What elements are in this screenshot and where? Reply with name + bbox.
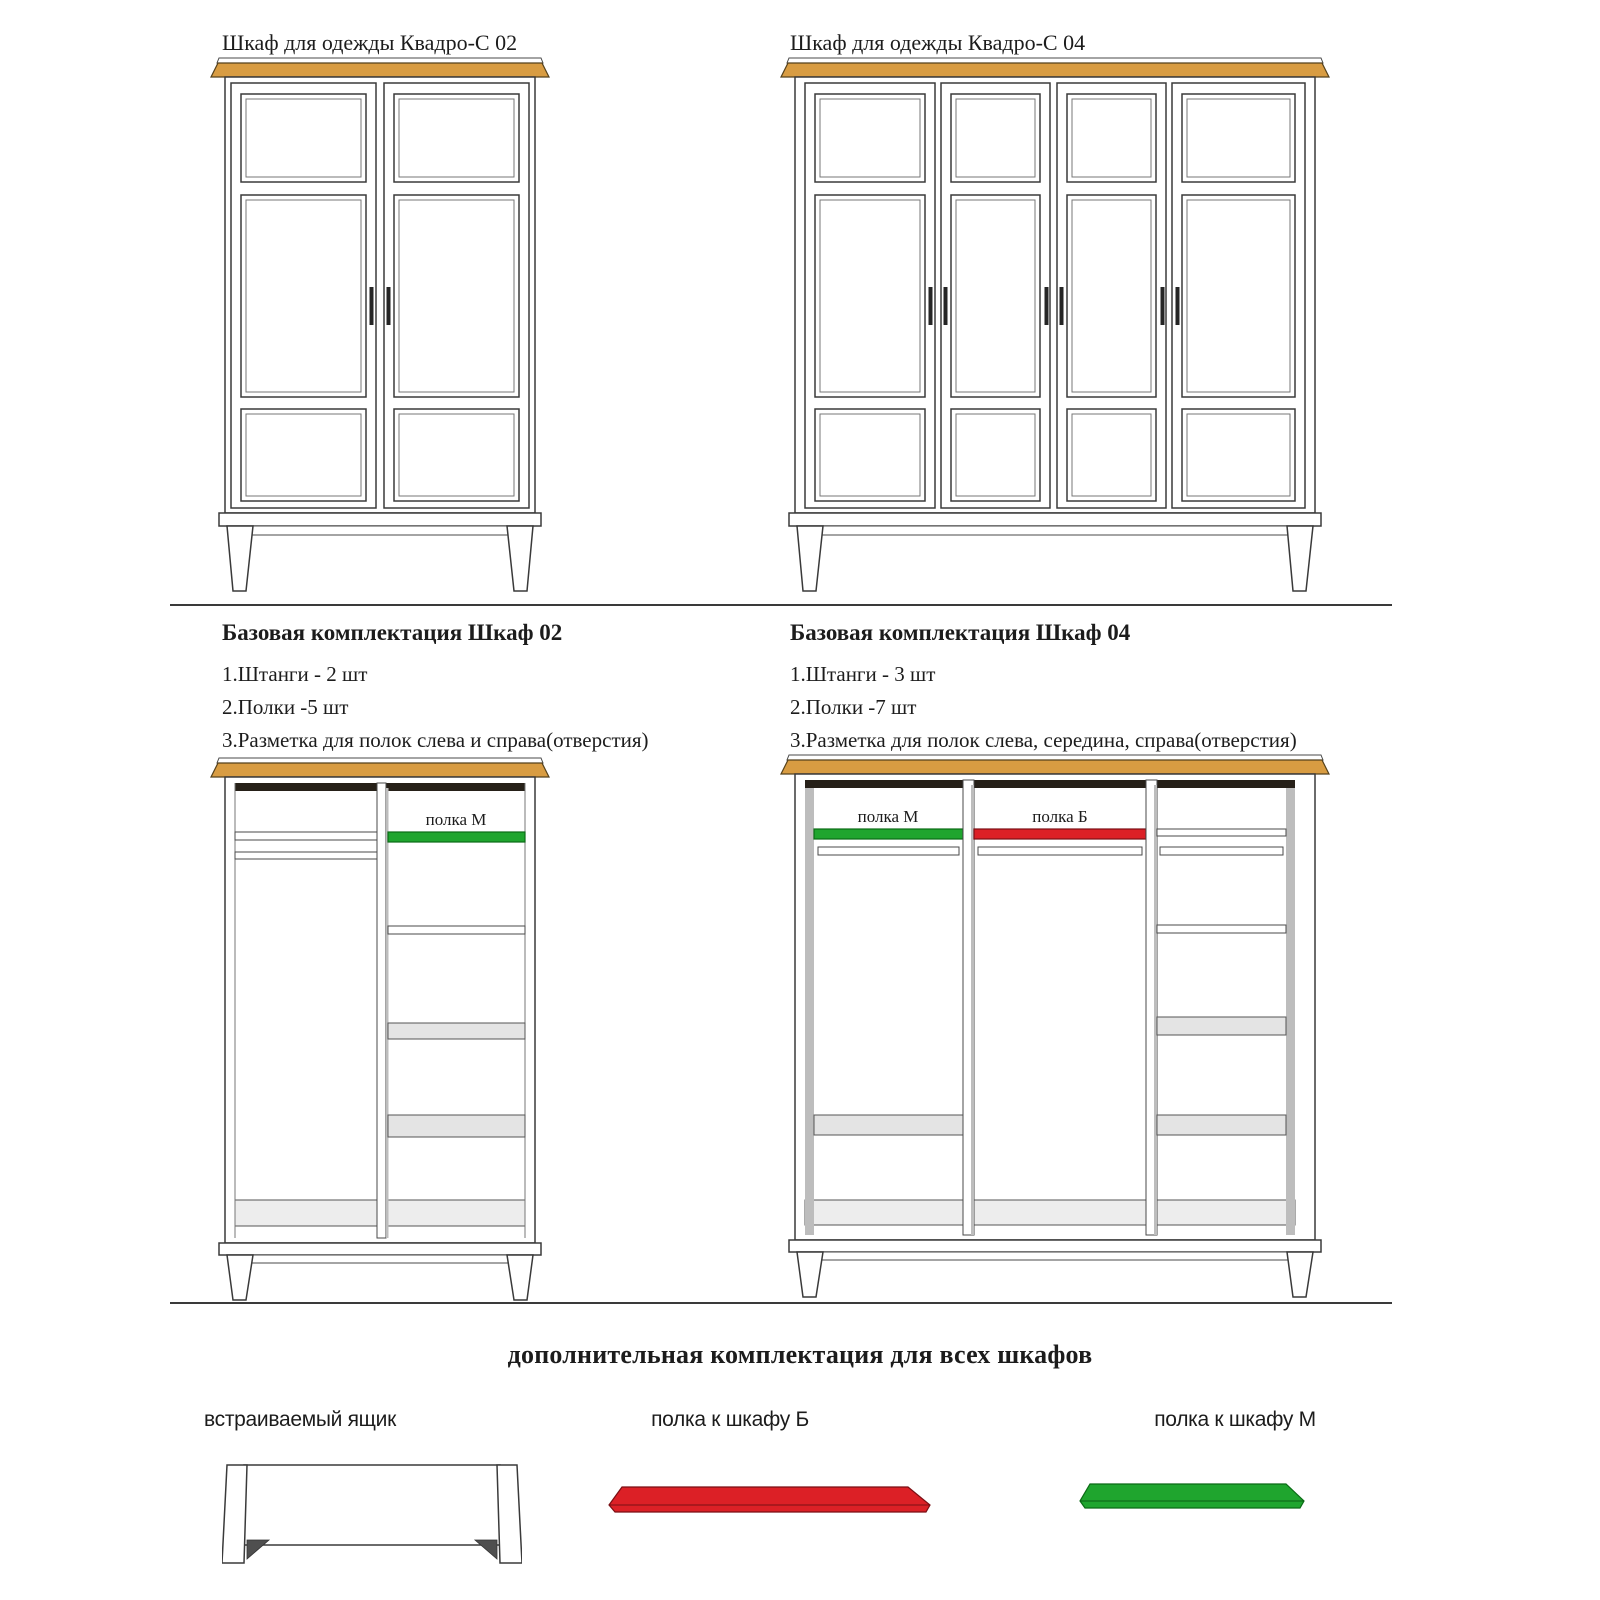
config-04-item-3: 3.Разметка для полок слева, середина, справа(отверстия): [790, 728, 1297, 752]
config-04-item-1: 1.Штанги - 3 шт: [790, 662, 936, 686]
top-shadow: [805, 780, 1295, 788]
wardrobe-04-front-view: [775, 50, 1335, 605]
shelf-b-label: полка Б: [1032, 807, 1088, 826]
config-04-list: [790, 658, 1297, 757]
door-handle: [929, 287, 933, 325]
leg-right: [1287, 526, 1313, 591]
wardrobe-04-drawing: [775, 50, 1335, 605]
hanging-rod: [978, 847, 1142, 855]
green-shelf-m: [388, 832, 525, 842]
drawer-body: [244, 1465, 500, 1545]
shelf-b-label: полка к шкафу Б: [651, 1408, 809, 1431]
shelf-m-label: полка к шкафу М: [1154, 1408, 1316, 1431]
wardrobe-02-title: Шкаф для одежды Квадро-С 02: [222, 30, 518, 55]
base-rail: [239, 526, 521, 535]
bottom-panel: [805, 1200, 1295, 1225]
base-rail: [809, 1252, 1301, 1260]
red-shelf-b: [606, 1484, 938, 1516]
shelf: [235, 832, 377, 840]
leg-left: [227, 526, 253, 591]
drawer-foot-left: [247, 1540, 269, 1559]
config-02-list: [222, 658, 649, 757]
wood-cornice: [211, 763, 549, 777]
leg-left: [797, 1252, 823, 1297]
shelf-m-drawing: [1078, 1481, 1308, 1513]
plinth: [789, 513, 1321, 526]
shelf: [1157, 1115, 1286, 1135]
door-handle: [1176, 287, 1180, 325]
wardrobe-02-interior-view: [205, 748, 555, 1308]
config-04-item-2: 2.Полки -7 шт: [790, 695, 917, 719]
section-divider: [170, 604, 1392, 606]
green-shelf-shape: [1080, 1484, 1304, 1508]
plinth: [219, 513, 541, 526]
door-handle-left: [370, 287, 374, 325]
cornice-top-edge: [787, 58, 1323, 63]
drawer-label: встраиваемый ящик: [204, 1408, 396, 1431]
plinth: [219, 1243, 541, 1255]
config-04-heading: Базовая комплектация Шкаф 04: [790, 620, 1131, 645]
divider: [377, 783, 389, 1238]
leg-right: [507, 526, 533, 591]
green-shelf-m: [814, 829, 963, 839]
config-02-heading: Базовая комплектация Шкаф 02: [222, 620, 563, 645]
wardrobe-04-interior-drawing: [775, 745, 1335, 1305]
hanging-rod: [235, 852, 377, 859]
leg-right: [1287, 1252, 1313, 1297]
wardrobe-body: [795, 77, 1315, 513]
red-shelf-shape: [609, 1487, 930, 1512]
hanging-rod: [818, 847, 959, 855]
drawer-side-right: [497, 1465, 522, 1563]
red-shelf-b: [974, 829, 1146, 839]
shelf: [814, 1115, 963, 1135]
door-handle: [1060, 287, 1064, 325]
wood-cornice: [781, 760, 1329, 774]
shelf-m-label: полка М: [425, 810, 487, 829]
wardrobe-02-drawing: [205, 50, 555, 605]
plinth: [789, 1240, 1321, 1252]
drawer-foot-right: [475, 1540, 497, 1559]
shelf: [388, 1023, 525, 1039]
built-in-drawer: [222, 1460, 522, 1570]
carcass: [795, 774, 1315, 1240]
divider: [1146, 780, 1157, 1235]
shelf: [1157, 925, 1286, 933]
extra-section-heading: дополнительная комплектация для всех шкафов: [507, 1340, 1093, 1369]
door-handle: [944, 287, 948, 325]
leg-right: [507, 1255, 533, 1300]
green-shelf-m: [1078, 1481, 1308, 1513]
shelf: [388, 926, 525, 934]
wardrobe-02-front-view: [205, 50, 555, 605]
shelf-m-label: полка М: [857, 807, 919, 826]
drawer-drawing: [222, 1460, 522, 1570]
left-wall-shade: [805, 788, 814, 1235]
drawer-side-left: [222, 1465, 247, 1563]
wood-cornice: [211, 63, 549, 77]
divider: [963, 780, 974, 1235]
cornice-top-edge: [787, 755, 1323, 760]
wardrobe-body: [225, 77, 535, 513]
base-rail: [239, 1255, 521, 1263]
base-rail: [809, 526, 1301, 535]
right-wall-shade: [1286, 788, 1295, 1235]
door-handle-right: [387, 287, 391, 325]
config-02-item-2: 2.Полки -5 шт: [222, 695, 349, 719]
wardrobe-04-title: Шкаф для одежды Квадро-С 04: [790, 30, 1086, 55]
cornice-top-edge: [217, 58, 543, 63]
wardrobe-04-interior-view: [775, 745, 1335, 1305]
hanging-rod: [1160, 847, 1283, 855]
shelf-b-drawing: [606, 1484, 938, 1516]
leg-left: [797, 526, 823, 591]
section-divider: [170, 1302, 1392, 1304]
shelf: [1157, 1017, 1286, 1035]
config-02-item-3: 3.Разметка для полок слева и справа(отверстия): [222, 728, 649, 752]
shelf: [388, 1115, 525, 1137]
door-handle: [1161, 287, 1165, 325]
cornice-top-edge: [217, 758, 543, 763]
shelf: [1157, 829, 1286, 836]
leg-left: [227, 1255, 253, 1300]
wardrobe-02-interior-drawing: [205, 748, 555, 1308]
wood-cornice: [781, 63, 1329, 77]
door-handle: [1045, 287, 1049, 325]
config-02-item-1: 1.Штанги - 2 шт: [222, 662, 368, 686]
